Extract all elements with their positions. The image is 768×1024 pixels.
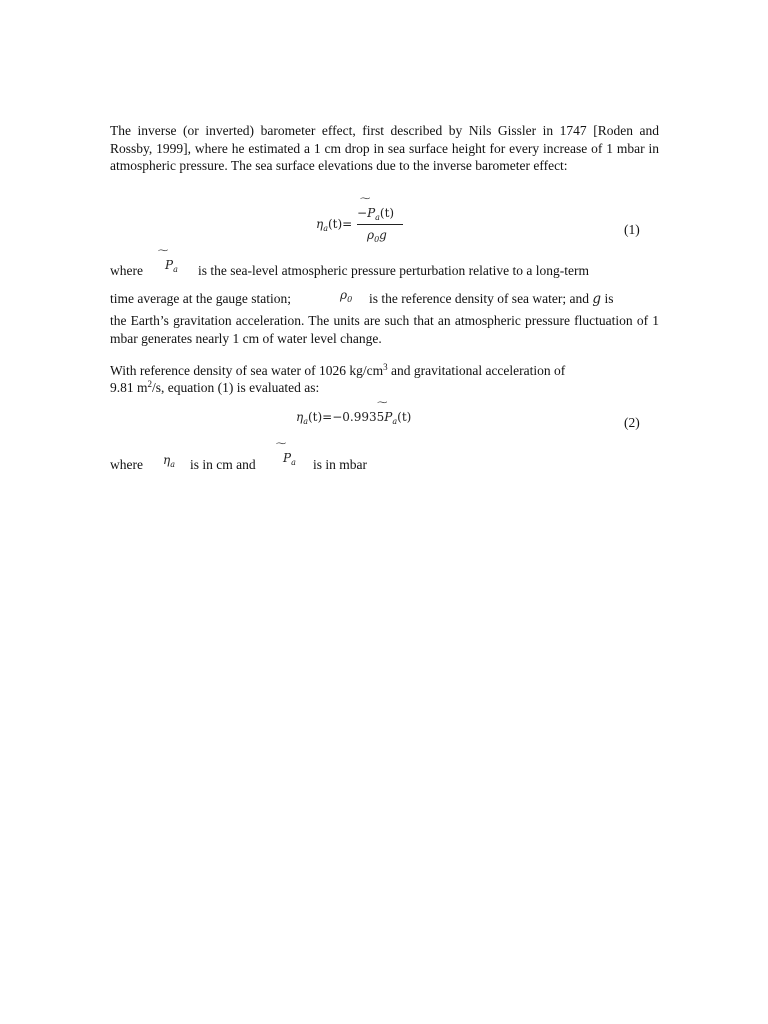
reference-density-line-1: With reference density of sea water of 1026 $kg/cm^3$ and gravitational acceleration of <box>110 362 566 378</box>
intro-paragraph: The inverse (or inverted) barometer effect, first described by Nils Gissler in 1747 [Roden and Rossby, 1999], where he estimated a 1 cm drop in sea surface height for every increase of 1 mbar in atmospheric pressure. The sea surface elevations due to the inverse barometer effect: <box>110 123 659 174</box>
rho-zero-symbol: $\rho_0$ <box>340 288 353 304</box>
equation-1-numerator: − $P_a(t)$ <box>357 206 395 222</box>
equation-2-number: (2) <box>624 415 640 430</box>
eta-symbol: η <box>316 217 324 231</box>
equation-1-denominator: $\rho_0g$ <box>367 228 387 244</box>
units-paragraph: the Earth’s gravitation acceleration. The units are such that an atmospheric pressure fluctuation of 1 mbar generates nearly 1 cm of water level change. <box>110 313 659 346</box>
eta-a-symbol: $\eta_a$ <box>163 453 175 469</box>
where-label-2: where <box>110 457 143 472</box>
reference-density-text: is the reference density of sea water; and g is <box>369 291 614 307</box>
pressure-symbol-2: $P_a$ <box>283 451 296 467</box>
units-cm-text: is in cm and <box>190 457 256 472</box>
reference-density-line-2: 9.81 $m^2/s$, equation (1) is evaluated as: <box>110 379 320 395</box>
where-label-1: where <box>110 263 143 278</box>
units-mbar-text: is in mbar <box>313 457 367 472</box>
time-average-text: time average at the gauge station; <box>110 291 292 306</box>
pressure-perturbation-symbol: $P_a$ <box>165 258 178 274</box>
equation-1: $\eta_a(t)=$ − $P_a(t)$ $\rho_0g$ <box>314 203 414 247</box>
equation-1-number: (1) <box>624 222 640 237</box>
equation-2: $\eta_a(t)=-0.9935$ $P_a(t)$ <box>296 410 412 426</box>
where-1-description: is the sea-level atmospheric pressure perturbation relative to a long-term <box>198 263 589 278</box>
fraction-bar <box>357 224 403 225</box>
